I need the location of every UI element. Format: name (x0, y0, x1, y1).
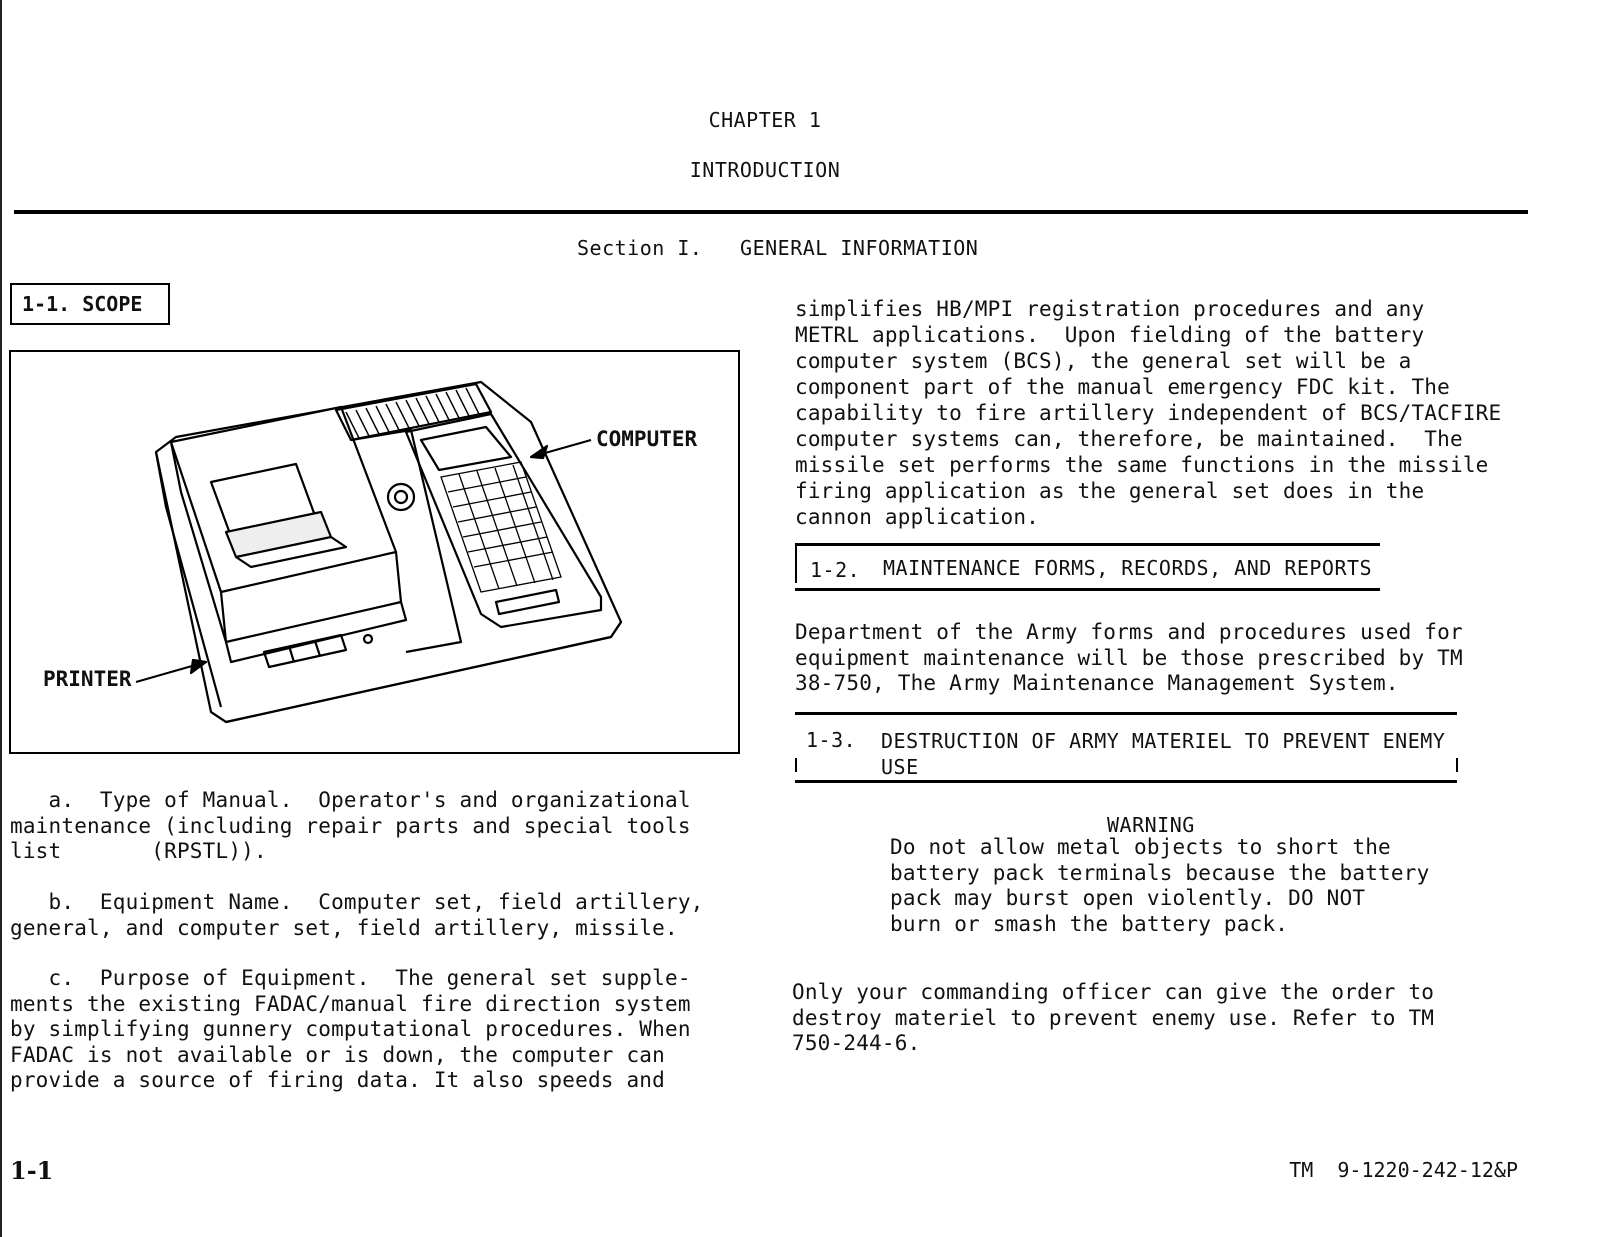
equipment-figure (9, 350, 740, 754)
rule-1-3-left-tick (795, 758, 797, 772)
rule-1-3-right-tick (1456, 758, 1458, 772)
header-divider (14, 210, 1528, 214)
document-id: TM 9-1220-242-12&P (1289, 1158, 1518, 1182)
paragraph-purpose-of-equipment: c. Purpose of Equipment. The general set supple- ments the existing FADAC/manual fire direction system by simplifying gunnery computational procedures. When FADAC is not available or is down, the computer can provide a source of firing data. It also speeds and (10, 966, 691, 1092)
heading-1-3-number: 1-3. (806, 728, 857, 752)
page-number: 1-1 (10, 1156, 54, 1185)
paragraph-type-of-manual: a. Type of Manual. Operator's and organizational maintenance (including repair parts and special tools list (RPSTL)). (10, 788, 691, 863)
scope-heading: 1-1. SCOPE (10, 283, 170, 325)
paragraph-purpose-continued: simplifies HB/MPI registration procedures and any METRL applications. Upon fielding of the battery computer system (BCS), the general set will be a component part of the manual emergency FDC kit. The capability to fire artillery independent of BCS/TACFIRE computer systems can, therefore, be maintained. The missile set performs the same functions in the missile firing application as the general set does in the cannon application. (795, 297, 1502, 529)
paragraph-maintenance-forms: Department of the Army forms and procedures used for equipment maintenance will be those prescribed by TM 38-750, The Army Maintenance Management System. (795, 620, 1463, 695)
rule-1-3-top (795, 712, 1457, 715)
rule-1-2-top (795, 543, 1380, 546)
computer-set-illustration (11, 352, 738, 752)
heading-1-2-number: 1-2. (810, 558, 861, 582)
figure-label-printer: PRINTER (43, 667, 132, 691)
warning-text: Do not allow metal objects to short the battery pack terminals because the battery pack may burst open violently. DO NOT burn or smash the battery pack. (890, 835, 1430, 936)
heading-1-2-title: MAINTENANCE FORMS, RECORDS, AND REPORTS (883, 556, 1373, 580)
page-edge-rule (0, 0, 2, 1237)
warning-title: WARNING (1107, 813, 1195, 837)
chapter-title: INTRODUCTION (689, 158, 841, 182)
rule-1-3-bottom (795, 780, 1457, 783)
section-title: Section I. GENERAL INFORMATION (577, 236, 979, 260)
rule-1-2-left (795, 543, 797, 583)
paragraph-equipment-name: b. Equipment Name. Computer set, field artillery, general, and computer set, field artillery, missile. (10, 890, 704, 940)
rule-1-2-bottom (795, 588, 1380, 591)
heading-1-3-title: DESTRUCTION OF ARMY MATERIEL TO PREVENT ENEMY USE (881, 729, 1446, 779)
figure-label-computer: COMPUTER (596, 427, 698, 451)
chapter-number: CHAPTER 1 (708, 108, 822, 132)
paragraph-destruction: Only your commanding officer can give the order to destroy materiel to prevent enemy use. Refer to TM 750-244-6. (792, 980, 1435, 1055)
